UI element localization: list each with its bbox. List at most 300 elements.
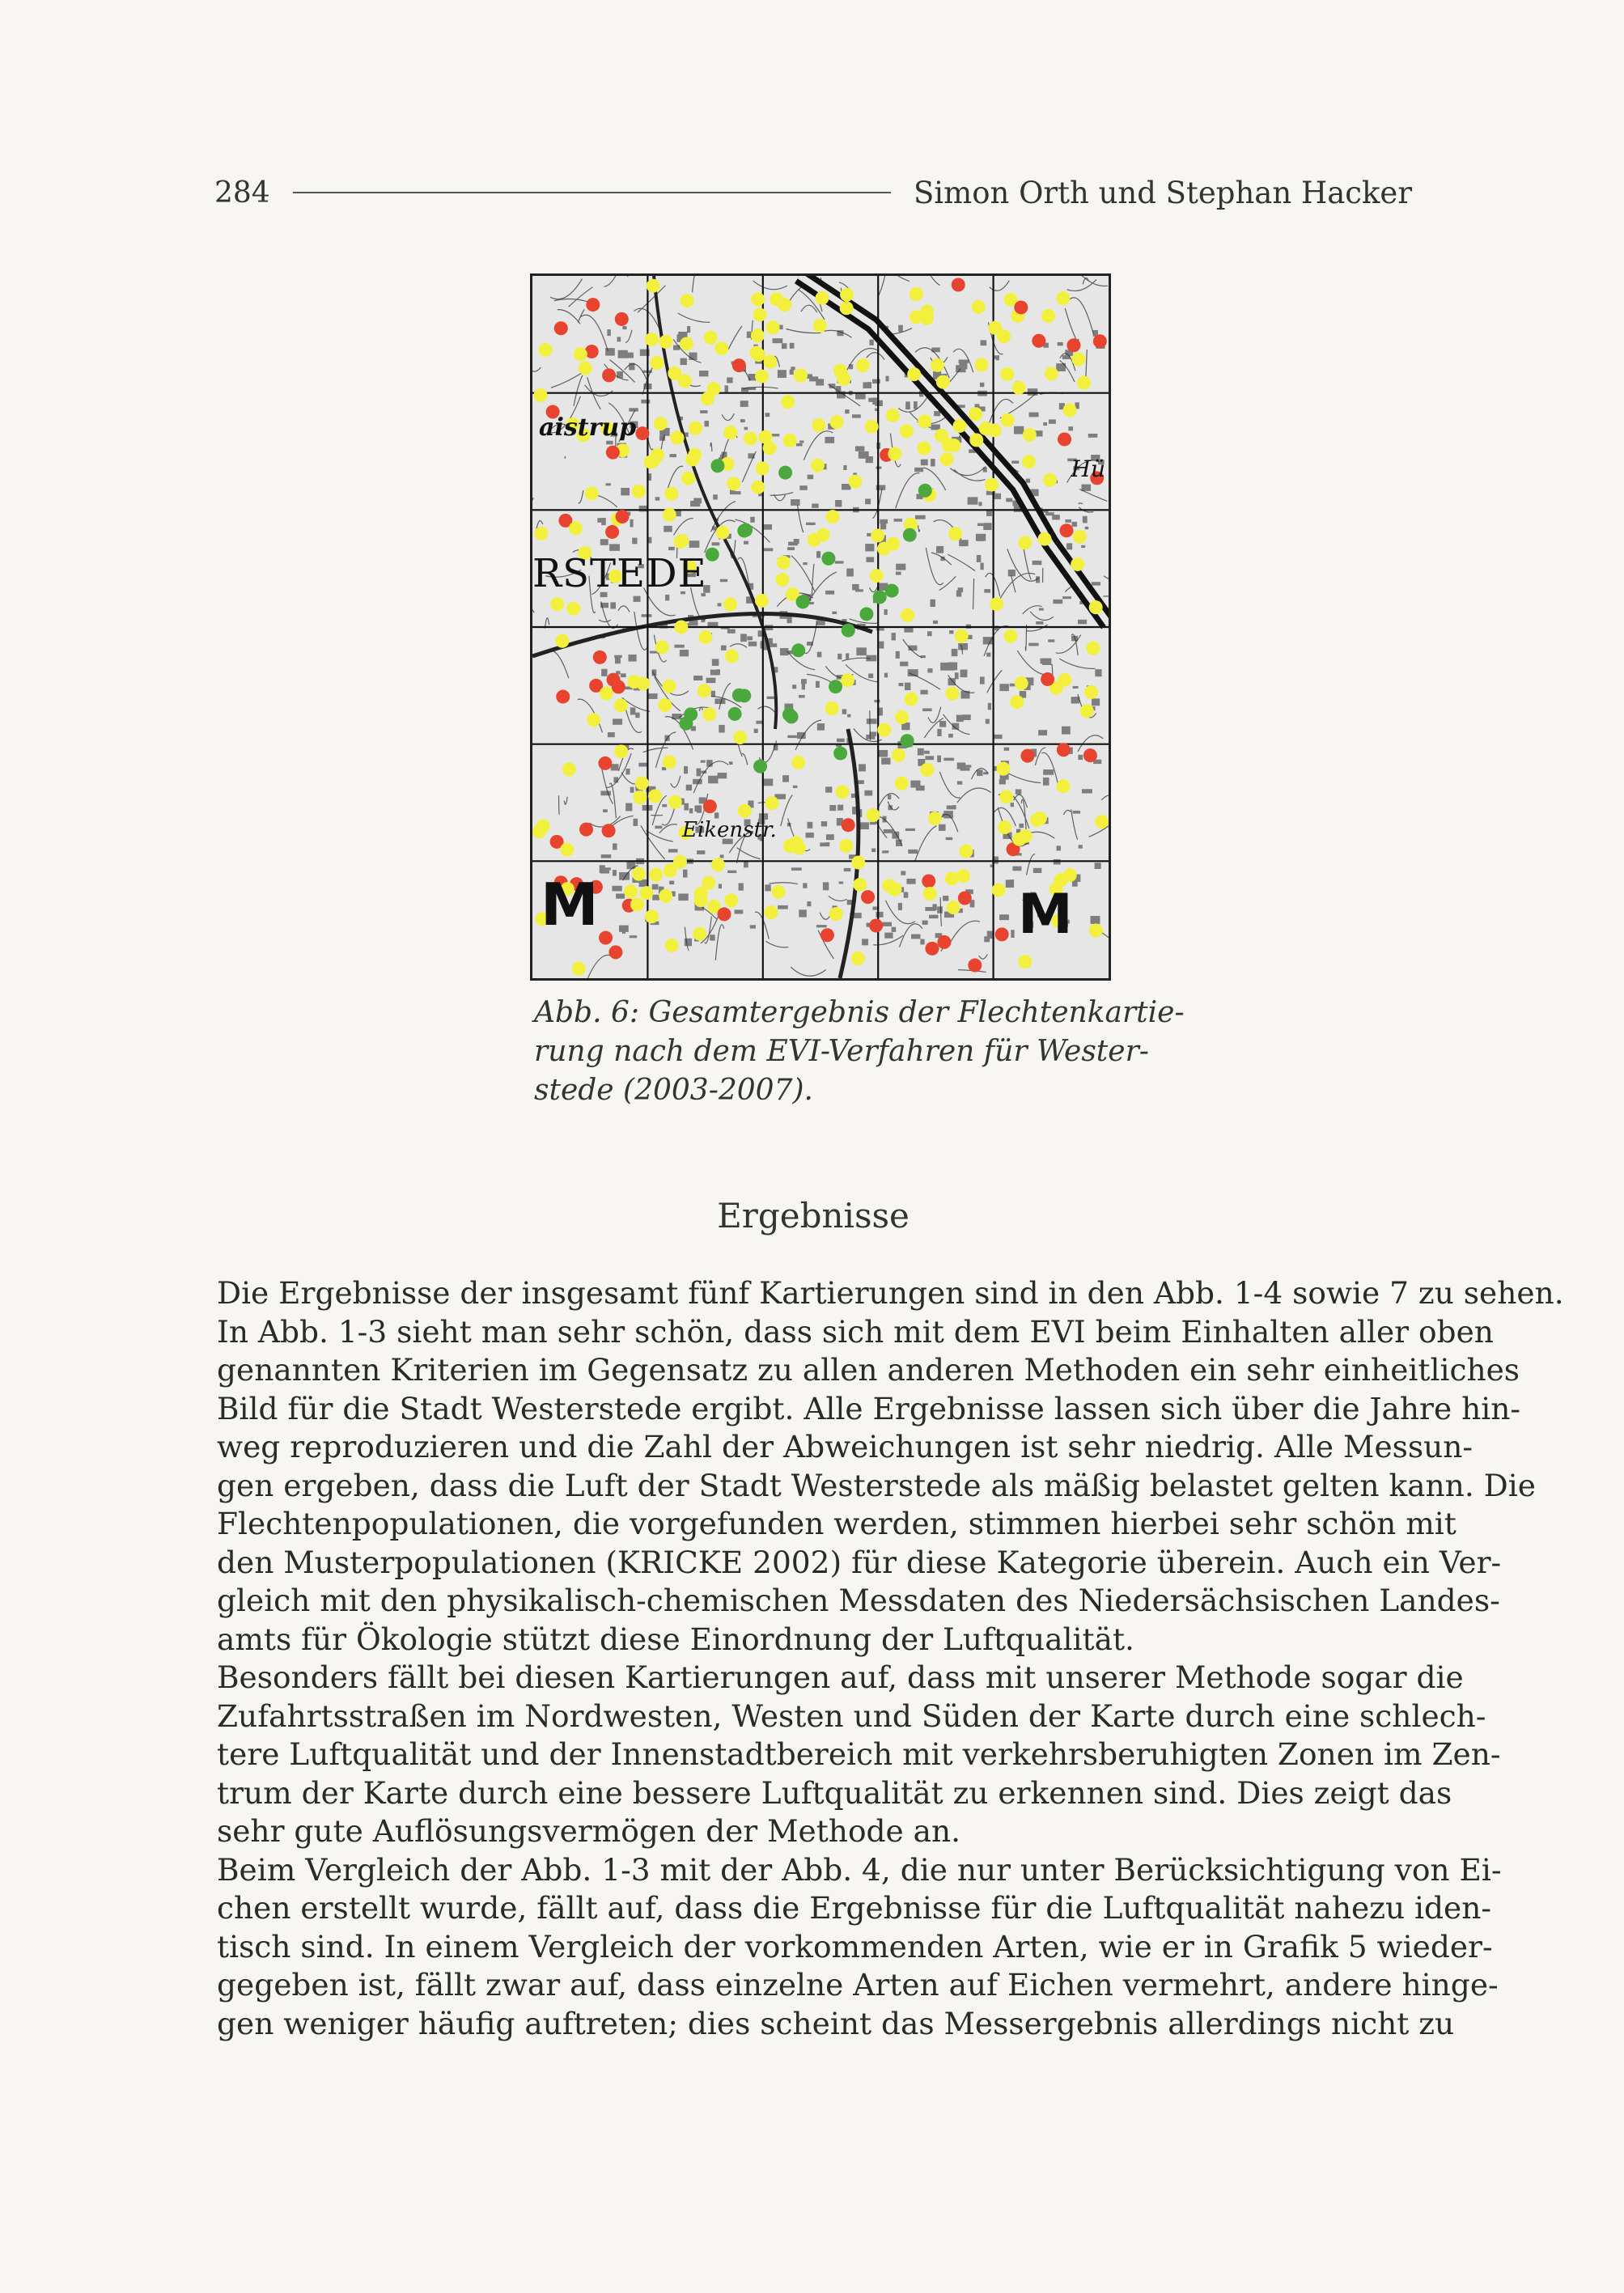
map-building [1085, 527, 1088, 529]
map-building [714, 698, 725, 704]
map-building [977, 769, 982, 776]
map-building [871, 848, 876, 852]
map-building [899, 683, 904, 686]
map-building [601, 854, 611, 858]
yellow-dot [952, 419, 966, 433]
yellow-dot [920, 763, 934, 777]
map-building [839, 881, 844, 884]
map-building [884, 609, 888, 615]
map-building [866, 735, 875, 740]
map-building [629, 363, 634, 371]
yellow-dot [751, 292, 765, 306]
map-building [803, 562, 808, 565]
map-building [816, 925, 827, 927]
yellow-dot [900, 424, 914, 438]
yellow-dot [813, 319, 827, 333]
body-line: sehr gute Auflösungsvermögen der Methode an. [217, 1813, 961, 1849]
map-building [1092, 582, 1100, 585]
yellow-dot [723, 597, 737, 611]
map-building [918, 748, 924, 756]
map-building [983, 523, 991, 530]
yellow-dot [555, 634, 569, 648]
yellow-dot [659, 889, 672, 903]
yellow-dot [781, 395, 795, 409]
map-building [699, 371, 708, 376]
green-dot [859, 607, 873, 621]
map-building [869, 340, 873, 345]
yellow-dot [1089, 924, 1103, 938]
map-building [977, 555, 982, 562]
map-building [1043, 769, 1054, 775]
map-building [837, 330, 843, 336]
map-building [689, 808, 693, 813]
red-dot [602, 824, 616, 837]
map-building [747, 636, 753, 640]
yellow-dot [681, 472, 695, 485]
yellow-dot [630, 897, 644, 911]
map-building [719, 725, 724, 733]
yellow-dot [1023, 428, 1037, 442]
map-building [720, 579, 727, 583]
map-building [983, 637, 993, 644]
map-building [672, 714, 681, 719]
red-dot [1057, 743, 1071, 757]
map-building [980, 563, 983, 570]
yellow-dot [923, 887, 937, 901]
map-building [655, 825, 662, 829]
map-building [674, 645, 684, 648]
map-building [934, 411, 940, 416]
map-building [615, 658, 621, 663]
map-building [922, 921, 928, 925]
map-building [872, 398, 877, 405]
map-building [867, 718, 877, 724]
map-building [1040, 659, 1044, 664]
map-building [707, 622, 718, 627]
red-dot [602, 368, 616, 382]
map-building [817, 723, 825, 731]
yellow-dot [1043, 473, 1057, 487]
red-dot [586, 298, 600, 312]
yellow-dot [755, 594, 769, 608]
yellow-dot [865, 420, 879, 434]
map-building [959, 540, 969, 546]
map-building [905, 401, 910, 409]
red-dot [842, 818, 855, 832]
yellow-dot [766, 320, 780, 334]
map-building [835, 561, 844, 563]
map-building [865, 498, 871, 504]
map-building [1072, 522, 1078, 527]
yellow-dot [783, 434, 797, 447]
green-dot [918, 484, 932, 498]
yellow-dot [1037, 532, 1051, 546]
map-building [765, 413, 770, 417]
map-building [712, 542, 720, 545]
map-building [684, 766, 688, 774]
map-building [772, 434, 779, 436]
yellow-dot [753, 307, 766, 321]
yellow-dot [635, 777, 649, 790]
yellow-dot [1001, 413, 1015, 427]
map-building [956, 591, 961, 597]
map-building [1095, 863, 1101, 869]
red-dot [861, 890, 875, 904]
yellow-dot [947, 439, 960, 452]
map-building [1014, 426, 1024, 434]
map-building [608, 732, 615, 737]
red-dot [958, 892, 972, 905]
map-building [603, 809, 608, 812]
yellow-dot [744, 431, 757, 445]
map-building [931, 425, 939, 430]
map-building [765, 884, 770, 891]
running-head: Simon Orth und Stephan Hacker [913, 175, 1412, 210]
map-building [693, 676, 702, 680]
red-dot [703, 799, 717, 813]
yellow-dot [1089, 600, 1103, 614]
map-building [778, 370, 787, 378]
map-building [872, 379, 880, 384]
green-dot [706, 548, 719, 562]
yellow-dot [645, 909, 659, 923]
map-building [892, 927, 897, 932]
map-building [920, 939, 924, 945]
yellow-dot [698, 684, 711, 697]
map-building [922, 708, 932, 711]
map-building [925, 756, 934, 760]
green-dot [679, 717, 693, 731]
red-dot [732, 358, 746, 372]
yellow-dot [895, 777, 909, 790]
map-building [689, 353, 697, 360]
yellow-dot [1012, 833, 1026, 846]
map-building [949, 630, 953, 634]
map-building [614, 655, 622, 658]
map-building [719, 884, 722, 889]
yellow-dot [1012, 381, 1026, 395]
yellow-dot [871, 528, 884, 542]
map-building [878, 750, 888, 757]
yellow-dot [866, 808, 880, 822]
map-building [849, 364, 853, 369]
yellow-dot [1084, 685, 1098, 699]
yellow-dot [693, 927, 706, 941]
yellow-dot [560, 842, 574, 856]
yellow-dot [969, 407, 982, 421]
map-building [884, 933, 893, 939]
yellow-dot [1015, 676, 1028, 690]
yellow-dot [751, 328, 765, 342]
map-building [937, 756, 941, 762]
red-dot [717, 907, 731, 921]
map-building [689, 540, 700, 548]
yellow-dot [918, 414, 931, 428]
map-building [720, 854, 724, 858]
yellow-dot [1030, 813, 1044, 827]
map-building [625, 803, 632, 812]
yellow-dot [996, 762, 1010, 776]
map-building [883, 816, 887, 823]
yellow-dot [910, 310, 923, 324]
map-building [1058, 342, 1063, 345]
map-building [884, 829, 893, 833]
map-building [933, 621, 938, 624]
yellow-dot [988, 321, 1002, 335]
red-dot [605, 525, 619, 539]
map-building [1011, 803, 1014, 807]
map-building [1092, 698, 1100, 706]
map-building [1073, 811, 1081, 814]
map-building [988, 703, 991, 710]
map-building [638, 763, 647, 767]
map-building [920, 690, 927, 695]
map-building [664, 526, 672, 532]
map-building [802, 681, 805, 689]
map-building [694, 805, 702, 812]
red-dot [593, 651, 607, 664]
red-dot [607, 673, 621, 687]
body-line: tere Luftqualität und der Innenstadtbereich mit verkehrsberuhigten Zonen im Zen- [217, 1736, 1501, 1772]
yellow-dot [624, 884, 638, 898]
map-building [959, 362, 967, 370]
yellow-dot [765, 796, 778, 810]
green-dot [710, 459, 724, 473]
green-dot [753, 760, 767, 774]
green-dot [778, 466, 792, 480]
map-building [1049, 419, 1056, 423]
yellow-dot [1063, 403, 1077, 417]
map-building [706, 760, 712, 767]
map-building [927, 631, 932, 636]
yellow-dot [917, 441, 931, 455]
map-building [652, 895, 659, 901]
yellow-dot [877, 542, 891, 556]
body-line: Besonders fällt bei diesen Kartierungen auf, dass mit unserer Methode sogar die [217, 1659, 1464, 1695]
yellow-dot [579, 362, 592, 375]
red-dot [1060, 523, 1074, 537]
yellow-dot [840, 288, 854, 302]
red-dot [1014, 300, 1028, 314]
yellow-dot [816, 291, 829, 305]
map-building [747, 332, 751, 338]
yellow-dot [724, 894, 738, 908]
body-line: Bild für die Stadt Westerstede ergibt. Alle Ergebnisse lassen sich über die Jahre hin- [217, 1390, 1521, 1426]
yellow-dot [830, 415, 844, 429]
map-building [846, 653, 849, 659]
map-building [693, 498, 702, 504]
map-building [634, 819, 638, 826]
map-building [621, 488, 630, 495]
yellow-dot [714, 341, 728, 355]
green-dot [728, 707, 742, 721]
map-building [787, 823, 791, 827]
map-building [852, 584, 859, 591]
yellow-dot [1004, 629, 1018, 643]
map-building [787, 616, 791, 623]
yellow-dot [783, 839, 797, 853]
map-building [610, 602, 616, 608]
map-building [999, 914, 1009, 920]
map-building [718, 773, 727, 778]
yellow-dot [839, 839, 853, 853]
map-building [870, 822, 876, 824]
map-label-m-left: M [541, 871, 599, 939]
yellow-dot [698, 630, 712, 644]
yellow-dot [772, 885, 786, 899]
yellow-dot [1010, 695, 1024, 709]
map-building [613, 870, 617, 875]
map-building [952, 649, 958, 656]
map-building [1071, 697, 1080, 703]
body-line: den Musterpopulationen (KRICKE 2002) für diese Kategorie überein. Auch ein Ver- [217, 1544, 1502, 1580]
map-building [756, 721, 762, 724]
yellow-dot [562, 762, 576, 776]
map-building [1045, 512, 1054, 515]
map-building [886, 376, 889, 382]
body-line: gegeben ist, fällt zwar auf, dass einzelne Arten auf Eichen vermehrt, andere hinge- [217, 1967, 1499, 2003]
map-building [987, 931, 993, 939]
green-dot [785, 710, 799, 723]
map-building [628, 655, 636, 662]
map-building [865, 544, 874, 551]
map-building [681, 358, 687, 365]
yellow-dot [826, 510, 840, 523]
map-building [787, 735, 797, 738]
yellow-dot [959, 845, 973, 858]
map-building [924, 751, 930, 754]
yellow-dot [534, 527, 548, 540]
map-building [1029, 413, 1039, 417]
map-building [621, 673, 626, 677]
map-building [1036, 576, 1040, 583]
map-building [711, 691, 715, 697]
yellow-dot [791, 756, 805, 769]
map-building [1043, 778, 1049, 786]
map-building [754, 729, 758, 733]
map-building [750, 517, 754, 523]
map-building [874, 700, 880, 702]
yellow-dot [663, 755, 676, 769]
map-building [901, 871, 905, 875]
map-building [1081, 485, 1091, 491]
caption-line: Abb. 6: Gesamtergebnis der Flechtenkartie- [534, 996, 1185, 1029]
map-building [843, 465, 846, 470]
yellow-dot [678, 374, 692, 388]
yellow-dot [758, 430, 772, 444]
map-building [880, 522, 886, 529]
map-building [948, 734, 953, 738]
yellow-dot [1080, 704, 1094, 718]
map-building [763, 778, 773, 786]
map-building [630, 519, 634, 528]
body-text [217, 1274, 1564, 2043]
map-building [847, 714, 850, 718]
map-building [862, 939, 868, 945]
map-building [832, 612, 837, 614]
map-building [937, 906, 943, 913]
yellow-dot [812, 418, 825, 432]
yellow-dot [999, 790, 1013, 803]
map-building [856, 647, 866, 655]
yellow-dot [840, 301, 854, 315]
red-dot [616, 510, 630, 523]
map-building [859, 764, 866, 771]
map-building [1057, 846, 1061, 850]
map-building [1071, 636, 1078, 642]
yellow-dot [892, 748, 905, 762]
map-building [986, 719, 990, 724]
map-building [727, 629, 736, 634]
map-building [1082, 789, 1092, 793]
yellow-dot [974, 358, 988, 371]
yellow-dot [681, 294, 694, 307]
body-line: gen ergeben, dass die Luft der Stadt Westerstede als mäßig belastet gelten kann. Die [217, 1467, 1536, 1503]
map-building [867, 382, 871, 385]
map-building [940, 557, 944, 561]
yellow-dot [1073, 530, 1087, 544]
red-dot [599, 931, 613, 945]
yellow-dot [614, 698, 628, 712]
map-building [981, 340, 987, 345]
green-dot [796, 595, 810, 608]
map-label-aistrup: aistrup [539, 413, 637, 442]
map-building [983, 467, 987, 472]
map-building [741, 388, 748, 392]
map-building [806, 523, 816, 525]
map-building [866, 557, 874, 562]
yellow-dot [572, 962, 586, 976]
map-building [948, 678, 956, 685]
map-building [706, 678, 716, 683]
yellow-dot [990, 597, 1003, 611]
map-building [888, 795, 891, 799]
map-building [1062, 727, 1071, 735]
yellow-dot [998, 820, 1011, 834]
map-building [684, 803, 689, 811]
yellow-dot [704, 331, 718, 345]
map-building [905, 829, 915, 831]
map-building [687, 326, 690, 333]
yellow-dot [955, 629, 969, 643]
map-building [852, 807, 856, 814]
red-dot [952, 278, 965, 292]
body-line: chen erstellt wurde, fällt auf, dass die Ergebnisse für die Luftqualität nahezu iden- [217, 1890, 1492, 1926]
map-building [629, 408, 638, 411]
map-building [727, 871, 736, 873]
map-building [914, 401, 918, 409]
map-building [616, 893, 625, 898]
map-building [619, 872, 630, 880]
map-building [1043, 422, 1047, 426]
yellow-dot [1045, 367, 1058, 380]
yellow-dot [851, 952, 865, 965]
map-building [744, 862, 748, 867]
map-building [837, 739, 845, 742]
red-dot [995, 927, 1009, 941]
yellow-dot [689, 422, 702, 435]
red-dot [937, 935, 951, 949]
yellow-dot [665, 939, 679, 952]
map-building [600, 865, 605, 873]
yellow-dot [837, 372, 850, 386]
yellow-dot [935, 429, 948, 443]
map-building [808, 475, 814, 480]
yellow-dot [738, 804, 752, 818]
yellow-dot [988, 423, 1002, 437]
map-building [685, 939, 692, 947]
map-building [782, 343, 787, 349]
